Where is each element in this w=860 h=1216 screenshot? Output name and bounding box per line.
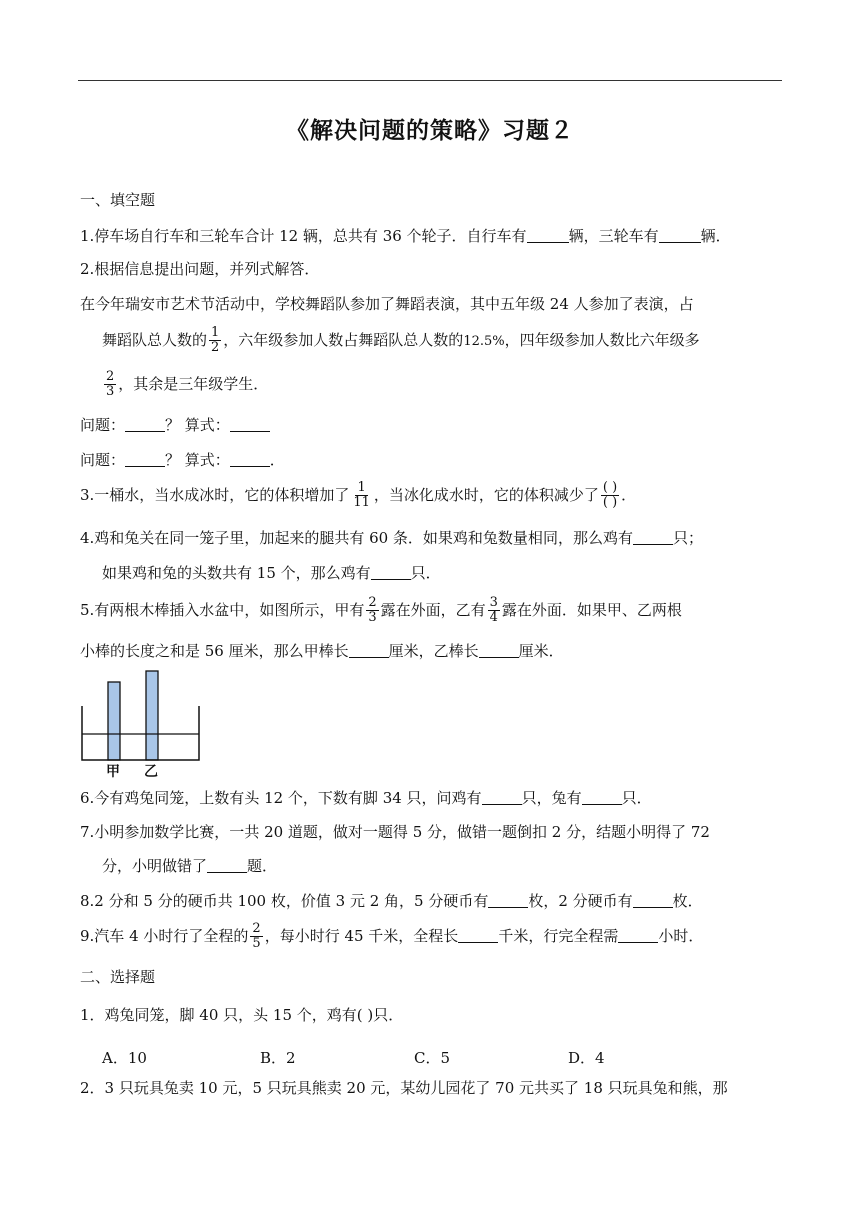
answer-blank[interactable]	[618, 928, 658, 943]
question-3: 3.一桶水，当水成冰时，它的体积增加了 $\frac{1}{11}$ ，当冰化成水时，它的体积减少了 $\frac{( )}{( )}$ ．	[80, 480, 637, 511]
question-6: 6.今有鸡兔同笼，上数有头 12 个，下数有脚 34 只，问鸡有 只，兔有 只．	[80, 789, 652, 807]
option-a[interactable]: A．10	[102, 1049, 147, 1067]
fraction: $\frac{3}{4}$	[489, 595, 498, 626]
question-2-para-3: $\frac{2}{3}$ ，其余是三年级学生．	[106, 369, 269, 400]
question-4-line-2: 如果鸡和兔的头数共有 15 个，那么鸡有 只．	[102, 564, 441, 582]
answer-blank[interactable]	[488, 893, 528, 908]
fraction: $\frac{2}{3}$	[368, 595, 377, 626]
answer-blank[interactable]	[349, 643, 389, 658]
answer-blank[interactable]	[479, 643, 519, 658]
answer-blank[interactable]	[633, 530, 673, 545]
water-basin-figure	[78, 664, 206, 780]
basin-diagram	[78, 664, 206, 764]
answer-blank[interactable]	[482, 790, 522, 805]
answer-blank[interactable]	[527, 228, 569, 243]
question-9: 9.汽车 4 小时行了全程的 $\frac{2}{5}$ ，每小时行 45 千米，全程长 千米，行完全程需 小时．	[80, 921, 704, 952]
basin-outline	[82, 706, 199, 760]
choice-question-2: 2．3 只玩具兔卖 10 元，5 只玩具熊卖 20 元，某幼儿园花了 70 元共买了 18 只玩具兔和熊，那	[80, 1079, 728, 1097]
answer-blank[interactable]	[207, 858, 247, 873]
choice-question-1: 1．鸡兔同笼，脚 40 只，头 15 个，鸡有( )只．	[80, 1006, 404, 1024]
fraction: $\frac{2}{3}$	[106, 369, 115, 400]
answer-blank[interactable]	[371, 565, 411, 580]
question-1: 1.停车场自行车和三轮车合计 12 辆，总共有 36 个轮子．自行车有 辆，三轮车有 辆．	[80, 227, 731, 245]
question-2-para-1: 在今年瑞安市艺术节活动中，学校舞蹈队参加了舞蹈表演，其中五年级 24 人参加了表演，占	[80, 295, 694, 313]
blank-fraction[interactable]: $\frac{( )}{( )}$	[602, 480, 618, 511]
answer-blank[interactable]	[659, 228, 701, 243]
question-7-line-2: 分，小明做错了 题．	[102, 857, 278, 875]
question-2-ask-1: 问题： ？ 算式：	[80, 417, 270, 433]
option-c[interactable]: C．5	[414, 1049, 451, 1067]
label-jia: 甲	[106, 764, 120, 780]
answer-blank[interactable]	[125, 417, 165, 432]
section-fill-heading: 一、填空题	[80, 191, 156, 209]
answer-blank[interactable]	[582, 790, 622, 805]
answer-blank[interactable]	[230, 417, 270, 432]
option-b[interactable]: B．2	[260, 1049, 296, 1067]
answer-blank[interactable]	[125, 452, 165, 467]
answer-blank[interactable]	[230, 452, 270, 467]
fraction: $\frac{2}{5}$	[252, 921, 261, 952]
question-5-line-1: 5.有两根木棒插入水盆中，如图所示，甲有 $\frac{2}{3}$ 露在外面，乙有 $\frac{3}{4}$ 露在外面．如果甲、乙两根	[80, 595, 682, 626]
stick-yi	[146, 671, 158, 760]
question-2-ask-2: 问题： ？ 算式： ．	[80, 451, 285, 469]
header-rule	[78, 80, 782, 81]
question-7-line-1: 7.小明参加数学比赛，一共 20 道题，做对一题得 5 分，做错一题倒扣 2 分，结题小明得了 72	[80, 823, 710, 841]
section-choice-heading: 二、选择题	[80, 968, 156, 986]
page-title: 《解决问题的策略》习题２	[286, 117, 574, 144]
option-d[interactable]: D．4	[568, 1049, 605, 1067]
question-2-para-2: 舞蹈队总人数的 $\frac{1}{2}$ ，六年级参加人数占舞蹈队总人数的12.5%，四年级参加人数比六年级多	[102, 325, 700, 356]
answer-blank[interactable]	[458, 928, 498, 943]
question-5-line-2: 小棒的长度之和是 56 厘米，那么甲棒长 厘米，乙棒长 厘米．	[80, 642, 564, 660]
fraction: $\frac{1}{11}$	[353, 480, 370, 511]
question-2-head: 2.根据信息提出问题，并列式解答．	[80, 260, 320, 278]
label-yi: 乙	[144, 764, 158, 780]
question-8: 8.2 分和 5 分的硬币共 100 枚，价值 3 元 2 角，5 分硬币有 枚，2 分硬币有 枚．	[80, 892, 703, 910]
fraction: $\frac{1}{2}$	[211, 325, 220, 356]
question-4-line-1: 4.鸡和兔关在同一笼子里，加起来的腿共有 60 条．如果鸡和兔数量相同，那么鸡有 只；	[80, 529, 703, 547]
stick-jia	[108, 682, 120, 760]
answer-blank[interactable]	[633, 893, 673, 908]
